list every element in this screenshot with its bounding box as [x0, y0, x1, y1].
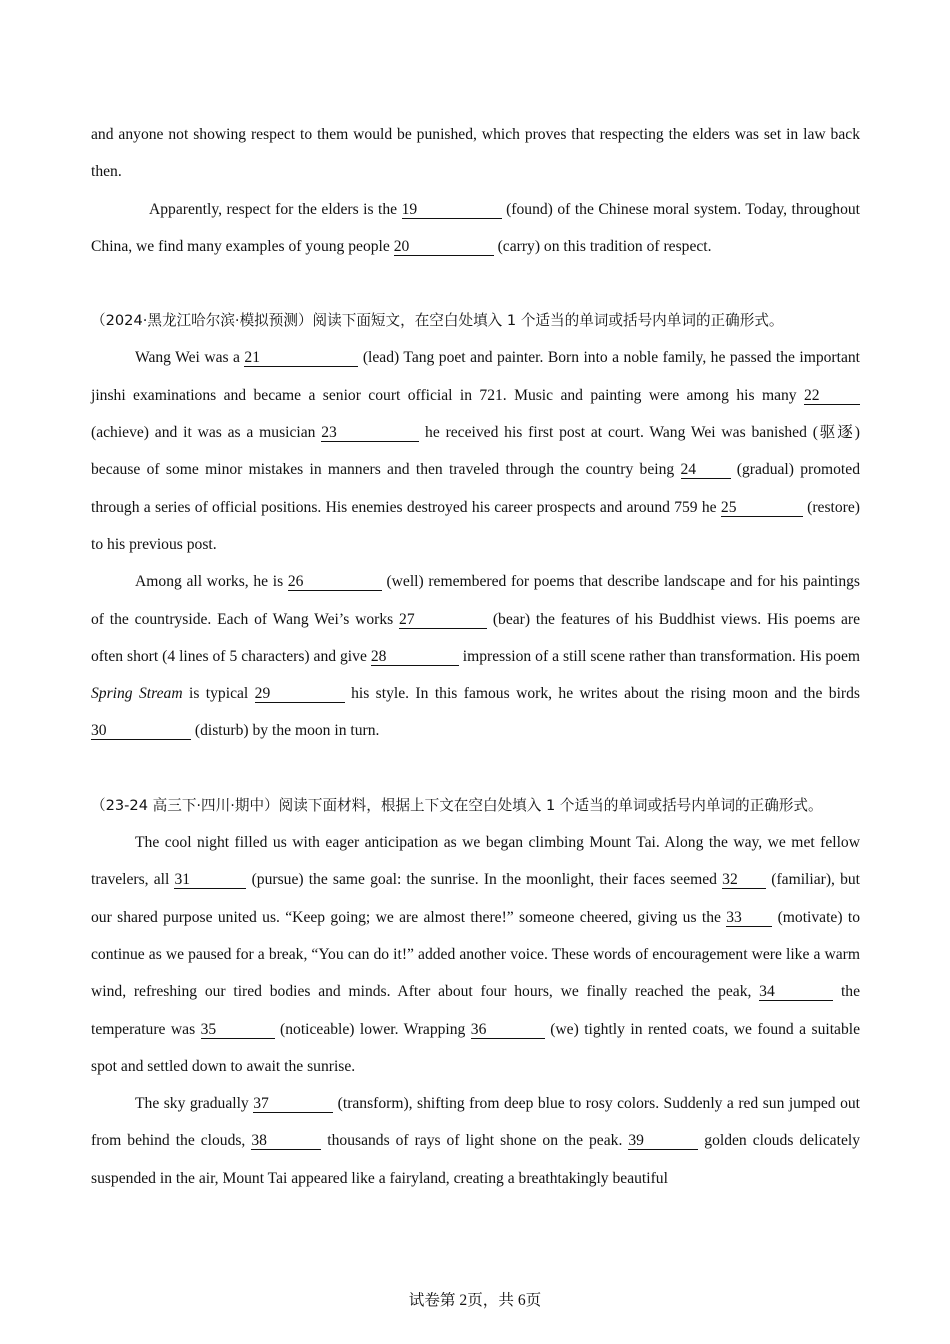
blank-29[interactable]: 29	[255, 686, 345, 703]
blank-39[interactable]: 39	[628, 1133, 698, 1150]
blank-33[interactable]: 33	[726, 910, 772, 927]
blank-30[interactable]: 30	[91, 723, 191, 740]
blank-26[interactable]: 26	[288, 574, 382, 591]
text: The sky gradually	[135, 1095, 254, 1113]
blank-19[interactable]: 19	[402, 202, 502, 219]
blank-20[interactable]: 20	[394, 239, 494, 256]
text: (pursue) the same goal: the sunrise. In the moonlight, their faces seemed	[246, 871, 723, 889]
text: impression of a still scene rather than transformation. His poem	[458, 647, 860, 665]
blank-32[interactable]: 32	[722, 872, 766, 889]
section-gap	[91, 265, 860, 302]
question-instruction: 阅读下面材料，根据上下文在空白处填入 1 个适当的单词或括号内单词的正确形式。	[278, 796, 823, 814]
text: (well) remembered for poems that describe landscape and for his paintings of the countryside. Each of Wang Wei’s works	[91, 573, 860, 628]
passage2-heading	[91, 302, 860, 339]
question-source: （23-24 高三下·四川·期中）	[91, 796, 279, 814]
blank-23[interactable]: 23	[321, 425, 419, 442]
text: (noticeable) lower. Wrapping	[274, 1020, 471, 1038]
text: (restore) to his previous post.	[91, 498, 860, 553]
text: (gradual) promoted through a series of official positions. His enemies destroyed his career prospects and around 759 he	[91, 461, 860, 516]
blank-31[interactable]: 31	[174, 872, 246, 889]
text: thousands of rays of light shone on the peak.	[321, 1132, 629, 1150]
blank-24[interactable]: 24	[681, 462, 731, 479]
passage1-paragraph1	[91, 116, 860, 191]
blank-37[interactable]: 37	[253, 1096, 333, 1113]
text: Wang Wei was a	[135, 349, 245, 367]
question-source: （2024·黑龙江哈尔滨·模拟预测）	[91, 312, 313, 330]
page-footer: 试卷第 2页，共 6页	[408, 1292, 542, 1309]
section-gap	[91, 750, 860, 787]
text: (disturb) by the moon in turn.	[191, 722, 380, 740]
passage3-heading	[91, 787, 860, 824]
blank-38[interactable]: 38	[251, 1133, 321, 1150]
blank-21[interactable]: 21	[244, 350, 358, 367]
text: (transform), shifting from deep blue to rosy colors. Suddenly a red sun jumped out from behind the clouds,	[91, 1095, 860, 1150]
text: (achieve) and it was as a musician	[91, 424, 322, 442]
text: (found) of the Chinese moral system. Today, throughout China, we find many examples of young people	[91, 200, 860, 255]
blank-28[interactable]: 28	[371, 649, 459, 666]
passage3-paragraph1	[91, 824, 860, 1085]
text: and anyone not showing respect to them would be punished, which proves that respecting the elders was set in law back then.	[91, 126, 860, 181]
blank-22[interactable]: 22	[804, 388, 860, 405]
text: his style. In this famous work, he writes about the rising moon and the birds	[344, 685, 860, 703]
question-instruction: 阅读下面短文，在空白处填入 1 个适当的单词或括号内单词的正确形式。	[312, 312, 784, 330]
text: Among all works, he is	[135, 573, 288, 591]
text: The cool night filled us with eager anticipation as we began climbing Mount Tai. Along the way, we met fellow travelers, all	[91, 834, 860, 889]
blank-25[interactable]: 25	[721, 500, 803, 517]
text: the temperature was	[91, 983, 860, 1038]
blank-35[interactable]: 35	[201, 1022, 275, 1039]
text: (motivate) to continue as we paused for a break, “You can do it!” added another voice. These words of encouragement were like a warm wind, refreshing our tired bodies and minds. After about four hours, we finally reached the peak,	[91, 908, 860, 1001]
poem-title: Spring Stream	[91, 685, 183, 703]
blank-34[interactable]: 34	[759, 984, 833, 1001]
text: (carry) on this tradition of respect.	[493, 237, 712, 255]
text: (familiar), but our shared purpose united us. “Keep going; we are almost there!” someone cheered, giving us the	[91, 871, 860, 926]
text: golden clouds delicately suspended in the air, Mount Tai appeared like a fairyland, creating a breathtakingly beautiful	[91, 1132, 860, 1187]
blank-27[interactable]: 27	[399, 612, 487, 629]
blank-36[interactable]: 36	[471, 1022, 545, 1039]
page-content	[91, 116, 860, 1197]
text: (bear) the features of his Buddhist views. His poems are often short (4 lines of 5 characters) and give	[91, 610, 860, 665]
passage3-paragraph2	[91, 1085, 860, 1197]
text: (we) tightly in rented coats, we found a suitable spot and settled down to await the sunrise.	[91, 1020, 860, 1075]
text: he received his first post at court. Wang Wei was banished (驱逐) because of some minor mistakes in manners and then traveled through the country being	[91, 424, 860, 479]
passage2-paragraph1	[91, 339, 860, 563]
passage2-paragraph2	[91, 563, 860, 749]
passage1-paragraph2	[91, 191, 860, 266]
text: (lead) Tang poet and painter. Born into a noble family, he passed the important jinshi examinations and became a senior court official in 721. Music and painting were among his many	[91, 349, 860, 404]
text: is typical	[182, 685, 255, 703]
text: Apparently, respect for the elders is the	[149, 200, 402, 218]
